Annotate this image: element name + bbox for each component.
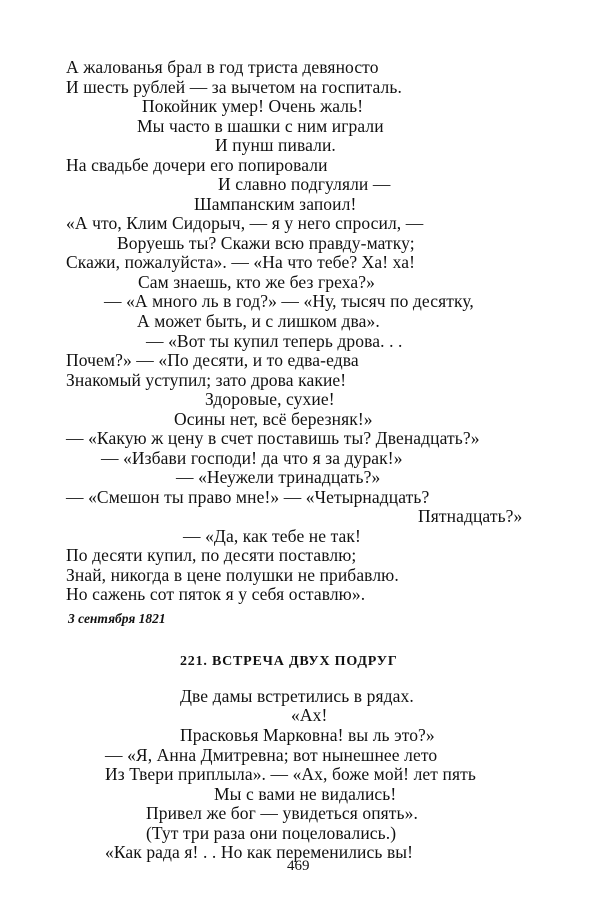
poem-line: «Ах! — [291, 705, 328, 726]
poem-line: — «Да, как тебе не так! — [183, 525, 361, 546]
poem-line: Осины нет, всё березняк!» — [174, 408, 373, 429]
poem-line: И пунш пивали. — [215, 135, 336, 156]
poem-line: — «А много ль в год?» — «Ну, тысяч по десятку, — [104, 291, 474, 312]
poem-line: Почем?» — «По десяти, и то едва-едва — [66, 350, 359, 371]
poem-line: — «Неужели тринадцать?» — [176, 467, 381, 488]
poem-line: По десяти купил, по десяти поставлю; — [66, 545, 357, 566]
poem-line: Из Твери приплыла». — «Ах, боже мой! лет пять — [105, 764, 476, 785]
poem-line: «Как рада я! . . Но как переменились вы! — [105, 842, 414, 863]
poem-line: Скажи, пожалуйста». — «На что тебе? Ха! ха! — [66, 252, 416, 273]
poem-line: Прасковья Марковна! вы ль это?» — [180, 724, 435, 745]
poem-line: Сам знаешь, кто же без греха?» — [138, 271, 375, 292]
poem-title: 221. ВСТРЕЧА ДВУХ ПОДРУГ — [180, 654, 398, 670]
poem-line: Две дамы встретились в рядах. — [180, 685, 414, 706]
page-number: 469 — [287, 858, 310, 874]
poem-line: Мы с вами не видались! — [214, 783, 397, 804]
poem-line: — «Я, Анна Дмитревна; вот нынешнее лето — [105, 744, 438, 765]
poem-date: 3 сентября 1821 — [68, 611, 166, 627]
poem-line: Привел же бог — увидеться опять». — [146, 803, 418, 824]
poem-line: (Тут три раза они поцеловались.) — [146, 822, 397, 843]
poem-line: На свадьбе дочери его попировали — [66, 154, 328, 175]
poem-line: И шесть рублей — за вычетом на госпиталь. — [66, 76, 402, 97]
poem-line: Но сажень сот пяток я у себя оставлю». — [66, 584, 366, 605]
poem-line: Покойник умер! Очень жаль! — [142, 96, 364, 117]
poem-line: А может быть, и с лишком два». — [137, 310, 380, 331]
poem-line: — «Вот ты купил теперь дрова. . . — [146, 330, 403, 351]
poem-line: Воруешь ты? Скажи всю правду-матку; — [117, 232, 415, 253]
poem-line: Пятнадцать?» — [418, 506, 523, 527]
poem-line: — «Смешон ты право мне!» — «Четырнадцать? — [66, 486, 430, 507]
poem-line: «А что, Клим Сидорыч, — я у него спросил, — — [66, 213, 424, 234]
poem-line: Здоровые, сухие! — [205, 389, 335, 410]
poem-line: — «Какую ж цену в счет поставишь ты? Двенадцать?» — [66, 428, 480, 449]
poem-line: Мы часто в шашки с ним играли — [137, 115, 384, 136]
poem-line: А жалованья брал в год триста девяносто — [66, 57, 379, 77]
poem-line: И славно подгуляли — — [218, 174, 391, 195]
poem-line: Шампанским запоил! — [194, 193, 357, 214]
poem-line: Знакомый уступил; зато дрова какие! — [66, 369, 347, 390]
poem-line: — «Избави господи! да что я за дурак!» — [101, 447, 403, 468]
poem-line: Знай, никогда в цене полушки не прибавлю. — [66, 564, 399, 585]
